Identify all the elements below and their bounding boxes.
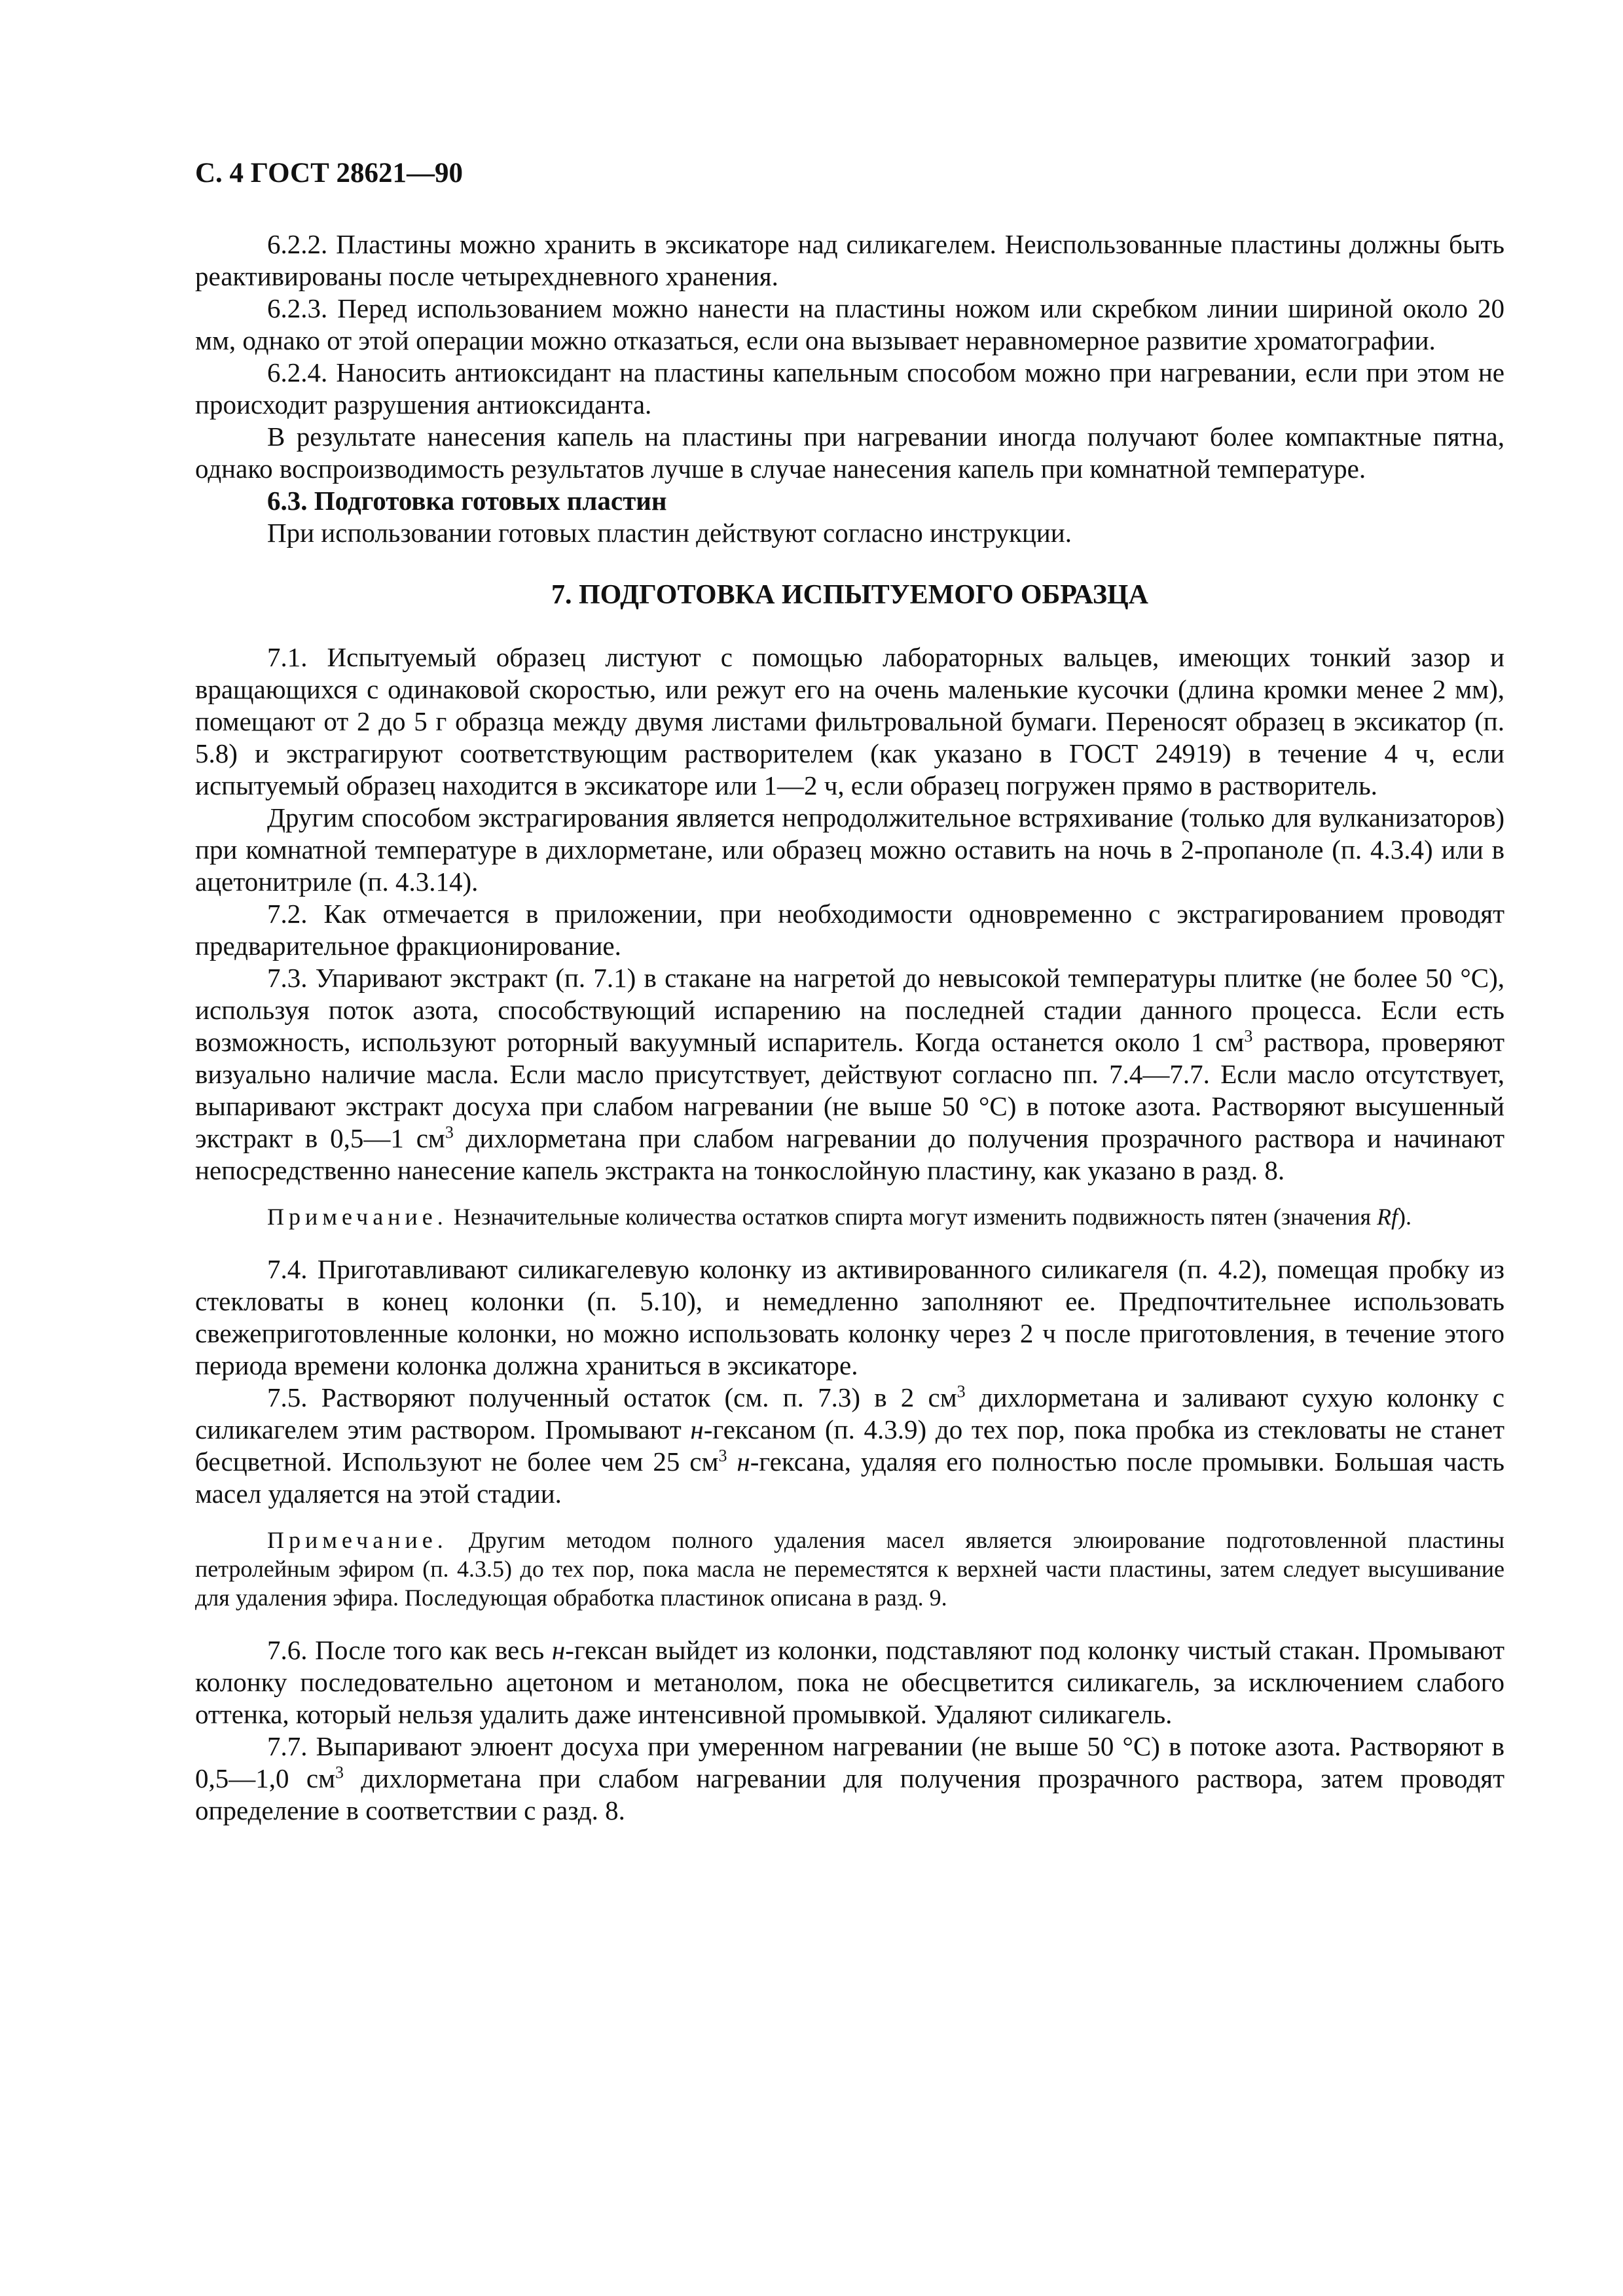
section-heading-7: 7. ПОДГОТОВКА ИСПЫТУЕМОГО ОБРАЗЦА	[551, 580, 1148, 610]
rf-symbol: Rf	[1377, 1204, 1398, 1230]
text-run: 7.6. После того как весь	[267, 1635, 552, 1665]
paragraph-7-7	[195, 1731, 1504, 1827]
paragraph-6-3: При использовании готовых пластин действуют согласно инструкции.	[267, 518, 1072, 548]
paragraph-6-2-4-continued: В результате нанесения капель на пластины при нагревании иногда получают более компактные пятна, однако воспроизводимость результатов лучше в случае нанесения капель при комнатной температуре.	[195, 422, 1504, 484]
paragraph-7-1: 7.1. Испытуемый образец листуют с помощью лабораторных вальцев, имеющих тонкий зазор и вращающихся с одинаковой скоростью, или режут его на очень маленькие кусочки (длина кромки менее 2 мм), помещают от 2 до 5 г образца между двумя листами фильтровальной бумаги. Переносят образец в эксикатор (п. 5.8) и экстрагируют соответствующим растворителем (как указано в ГОСТ 24919) в течение 4 ч, если испытуемый образец находится в эксикаторе или 1—2 ч, если образец погружен прямо в растворитель.	[195, 642, 1504, 800]
note-label: Примечание.	[267, 1527, 448, 1553]
text-run: дихлорметана и заливают сухую колонку с силикагелем этим раствором. Промывают	[195, 1382, 1504, 1444]
text-run: дихлорметана при слабом нагревании до получения прозрачного раствора и начинают непосредственно нанесение капель экстракта на тонкослойную пластину, как указано в разд. 8.	[195, 1123, 1504, 1185]
italic-n: н	[690, 1414, 704, 1444]
paragraph-7-6	[195, 1634, 1504, 1731]
note-1	[195, 1202, 1504, 1231]
italic-n: н	[551, 1635, 566, 1665]
note-label: Примечание.	[267, 1204, 448, 1230]
text-run: дихлорметана при слабом нагревании для получения прозрачного раствора, затем проводят определение в соответствии с разд. 8.	[195, 1763, 1504, 1825]
text-run: 7.7. Выпаривают элюент досуха при умеренном нагревании (не выше 50 °С) в потоке азота. Растворяют в 0,5—1,0 см	[195, 1731, 1504, 1793]
text-run: Незначительные количества остатков спирта могут изменить подвижность пятен (значения	[447, 1204, 1377, 1230]
document-page	[195, 157, 1504, 1827]
text-run: раствора, проверяют визуально наличие масла. Если масло присутствует, действуют согласно пп. 7.4—7.7. Если масло отсутствует, выпаривают экстракт досуха при слабом нагревании (не выше 50 °С) в потоке азота. Растворяют высушенный экстракт в 0,5—1 см	[195, 1027, 1504, 1153]
paragraph-6-2-2: 6.2.2. Пластины можно хранить в эксикаторе над силикагелем. Неиспользованные пластины должны быть реактивированы после четырехдневного хранения.	[195, 229, 1504, 291]
text-run: 7.3. Упаривают экстракт (п. 7.1) в стакане на нагретой до невысокой температуры плитке (не более 50 °С), используя поток азота, способствующий испарению на последней стадии данного процесса. Если есть возможность, используют роторный вакуумный испаритель. Когда останется около 1 см	[195, 963, 1504, 1057]
text-run: -гексан выйдет из колонки, подставляют под колонку чистый стакан. Промывают колонку последовательно ацетоном и метанолом, пока не обесцветится силикагель, за исключением слабого оттенка, который нельзя удалить даже интенсивной промывкой. Удаляют силикагель.	[195, 1635, 1504, 1729]
paragraph-7-2: 7.2. Как отмечается в приложении, при необходимости одновременно с экстрагированием проводят предварительное фракционирование.	[195, 899, 1504, 961]
superscript: 3	[718, 1446, 727, 1465]
text-run: ).	[1398, 1204, 1412, 1230]
note-2	[195, 1526, 1504, 1612]
superscript: 3	[445, 1122, 454, 1142]
text-run: -гексана, удаляя его полностью после промывки. Большая часть масел удаляется на этой стадии.	[195, 1446, 1505, 1509]
paragraph-7-5	[195, 1382, 1504, 1510]
subsection-heading-6-3: 6.3. Подготовка готовых пластин	[267, 486, 667, 516]
superscript: 3	[335, 1763, 344, 1782]
superscript: 3	[1244, 1026, 1253, 1046]
paragraph-7-1-continued: Другим способом экстрагирования является непродолжительное встряхивание (только для вулканизаторов) при комнатной температуре в дихлорметане, или образец можно оставить на ночь в 2-пропаноле (п. 4.3.4) или в ацетонитриле (п. 4.3.14).	[195, 802, 1504, 897]
page-header: С. 4 ГОСТ 28621—90	[195, 158, 464, 188]
italic-n: н	[737, 1446, 750, 1477]
paragraph-7-4: 7.4. Приготавливают силикагелевую колонку из активированного силикагеля (п. 4.2), помещая пробку из стекловаты в конец колонки (п. 5.10), и немедленно заполняют ее. Предпочтительнее использовать свежеприготовленные колонки, но можно использовать колонку через 2 ч после приготовления, в течение этого периода времени колонка должна храниться в эксикаторе.	[195, 1254, 1504, 1380]
paragraph-6-2-4: 6.2.4. Наносить антиоксидант на пластины капельным способом можно при нагревании, если при этом не происходит разрушения антиоксиданта.	[195, 357, 1504, 420]
superscript: 3	[957, 1382, 966, 1401]
paragraph-6-2-3: 6.2.3. Перед использованием можно нанести на пластины ножом или скребком линии шириной около 20 мм, однако от этой операции можно отказаться, если она вызывает неравномерное развитие хроматографии.	[195, 293, 1504, 355]
text-run: 7.5. Растворяют полученный остаток (см. п. 7.3) в 2 см	[267, 1382, 957, 1412]
text-run: -гексаном (п. 4.3.9) до тех пор, пока пробка из стекловаты не станет бесцветной. Используют не более чем 25 см	[195, 1414, 1504, 1477]
paragraph-7-3	[195, 962, 1504, 1187]
text-run: Другим методом полного удаления масел является элюирование подготовленной пластины петролейным эфиром (п. 4.3.5) до тех пор, пока масла не переместятся к верхней части пластины, затем следует высушивание для удаления эфира. Последующая обработка пластинок описана в разд. 9.	[195, 1527, 1504, 1611]
